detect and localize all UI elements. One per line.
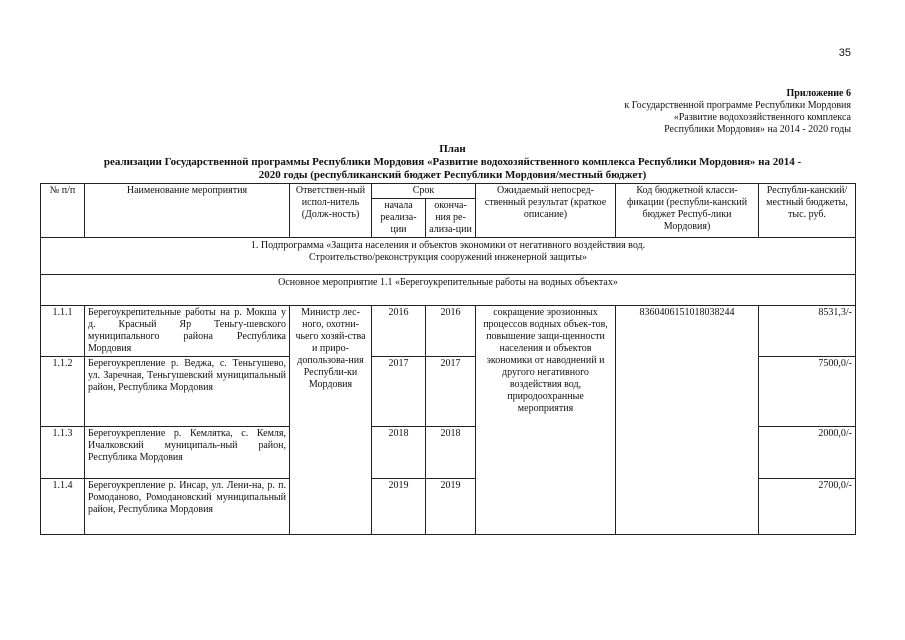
- page-number: 35: [838, 47, 851, 59]
- appendix-line: Республики Мордовия» на 2014 - 2020 годы: [664, 124, 851, 135]
- row-start: 2018: [372, 427, 426, 479]
- row-num: 1.1.3: [41, 427, 85, 479]
- header-num: № п/п: [41, 184, 85, 238]
- header-code: Код бюджетной класси-фикации (республи-канский бюджет Респуб-лики Мордовия): [616, 184, 759, 238]
- subprogram-line: 1. Подпрограмма «Защита населения и объектов экономики от негативного воздействия вод.: [250, 240, 646, 251]
- row-num: 1.1.2: [41, 357, 85, 427]
- appendix-line: «Развитие водохозяйственного комплекса: [673, 112, 851, 123]
- header-name: Наименование мероприятия: [85, 184, 290, 238]
- header-result: Ожидаемый непосред-ственный результат (краткое описание): [476, 184, 616, 238]
- row-start: 2017: [372, 357, 426, 427]
- row-name: Берегоукрепление р. Инсар, ул. Лени-на, р. п. Ромоданово, Ромодановский муниципальный район, Республика Мордовия: [85, 479, 290, 535]
- plan-line: 2020 годы (республиканский бюджет Республики Мордовия/местный бюджет): [258, 169, 647, 181]
- row-start: 2016: [372, 306, 426, 357]
- main-event-cell: Основное мероприятие 1.1 «Берегоукрепительные работы на водных объектах»: [41, 275, 856, 306]
- header-executor: Ответствен-ный испол-нитель (Долж-ность): [290, 184, 372, 238]
- header-row: [41, 184, 856, 199]
- header-budget: Республи-канский/местный бюджеты, тыс. руб.: [759, 184, 856, 238]
- plan-heading: План: [439, 143, 466, 155]
- appendix-title: Приложение 6: [786, 88, 851, 99]
- row-end: 2019: [426, 479, 476, 535]
- row-budget: 7500,0/-: [759, 357, 856, 427]
- header-term: Срок: [372, 184, 476, 199]
- row-budget: 2000,0/-: [759, 427, 856, 479]
- row-num: 1.1.1: [41, 306, 85, 357]
- row-budget: 8531,3/-: [759, 306, 856, 357]
- main-event-row: [41, 275, 856, 306]
- header-start: начала реализа-ции: [372, 199, 426, 238]
- appendix-line: к Государственной программе Республики Мордовия: [624, 100, 851, 111]
- result-cell: сокращение эрозионных процессов водных объек-тов, повышение защи-щенности населения и объектов экономики от наводнений и другого негативного воздействия вод, природоохранные мероприятия: [476, 306, 616, 535]
- row-end: 2018: [426, 427, 476, 479]
- header-end: оконча-ния ре-ализа-ции: [426, 199, 476, 238]
- table-row: [41, 306, 856, 357]
- plan-title: [20, 143, 885, 182]
- row-name: Берегоукрепительные работы на р. Мокша у д. Красный Яр Теньгу-шевского муниципального района Республика Мордовия: [85, 306, 290, 357]
- row-budget: 2700,0/-: [759, 479, 856, 535]
- subprogram-row: [41, 238, 856, 275]
- row-name: Берегоукрепление р. Веджа, с. Теньгушево, ул. Заречная, Теньгушевский муниципальный район, Республика Мордовия: [85, 357, 290, 427]
- appendix-block: [491, 88, 851, 136]
- plan-line: реализации Государственной программы Республики Мордовия «Развитие водохозяйственного комплекса Республики Мордовия» на 2014 -: [103, 156, 802, 168]
- executor-cell: Министр лес-ного, охотни-чьего хозяй-ства и приро-допользова-ния Республи-ки Мордовия: [290, 306, 372, 535]
- row-end: 2016: [426, 306, 476, 357]
- row-name: Берегоукрепление р. Кемлятка, с. Кемля, Ичалковский муниципаль-ный район, Республика Мордовия: [85, 427, 290, 479]
- subprogram-line: Строительство/реконструкция сооружений инженерной защиты»: [309, 252, 587, 263]
- row-end: 2017: [426, 357, 476, 427]
- row-start: 2019: [372, 479, 426, 535]
- subprogram-cell: [41, 238, 856, 275]
- plan-table: [40, 183, 856, 535]
- code-cell: 8360406151018038244: [616, 306, 759, 535]
- row-num: 1.1.4: [41, 479, 85, 535]
